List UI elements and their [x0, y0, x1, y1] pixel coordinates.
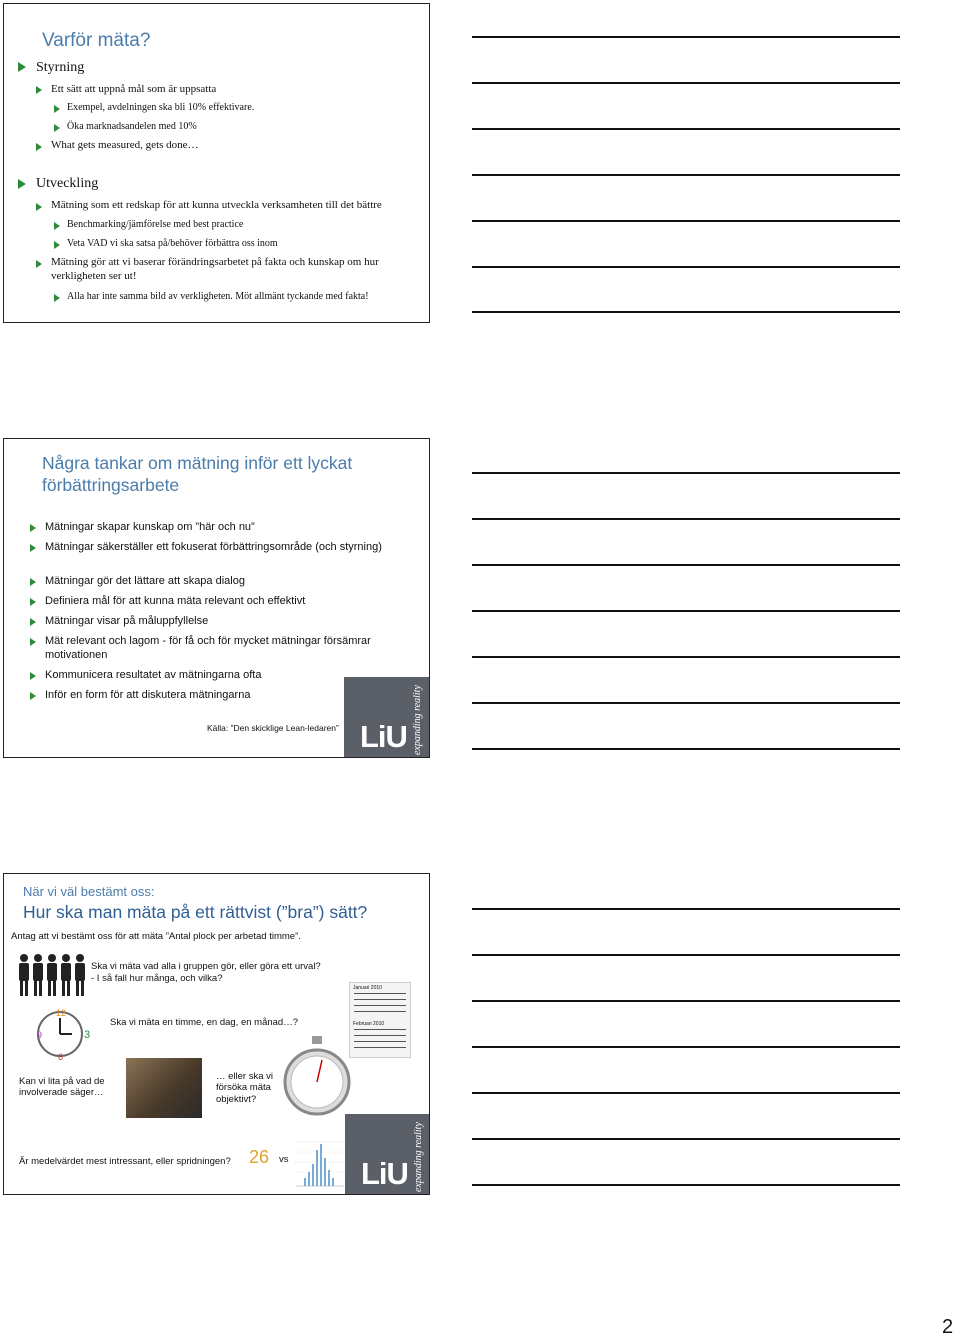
liu-logo-block [345, 1114, 430, 1195]
liu-logo: LiU [360, 719, 407, 754]
slide-2-bullet: Mätningar gör det lättare att skapa dialog [45, 575, 245, 587]
liu-tagline: expanding reality [413, 1122, 424, 1192]
calendar-month-jan: Januari 2010 [353, 985, 382, 991]
slide-2-bullet: Mätningar skapar kunskap om ”här och nu” [45, 521, 255, 533]
slide-2-title-line2: förbättringsarbete [42, 475, 180, 495]
note-line [472, 1046, 900, 1048]
bullet-l1: Styrning [36, 60, 85, 75]
bullet-arrow-icon [54, 105, 60, 113]
bullet-arrow-icon [30, 524, 36, 532]
bullet-arrow-icon [30, 544, 36, 552]
calendar-grid-jan [354, 993, 406, 1017]
slide-2-bullet: Mätningar säkerställer ett fokuserat förbättringsområde (och styrning) [45, 541, 382, 553]
note-line [472, 610, 900, 612]
bullet-arrow-icon [54, 294, 60, 302]
bullet-arrow-icon [36, 86, 42, 94]
bullet-l2: Mätning gör att vi baserar förändringsarbetet på fakta och kunskap om hur verkligheten ser ut! [51, 256, 379, 282]
bullet-arrow-icon [36, 143, 42, 151]
stopwatch-icon [282, 1036, 352, 1120]
clock-number: 6 [58, 1052, 64, 1062]
note-line [472, 1000, 900, 1002]
bullet-l1: Utveckling [36, 176, 99, 191]
note-line [472, 311, 900, 313]
note-line [472, 1092, 900, 1094]
bullet-l2: Mätning som ett redskap för att kunna utveckla verksamheten till det bättre [51, 199, 382, 211]
note-line [472, 702, 900, 704]
big-number: 26 [249, 1147, 270, 1167]
bullet-arrow-icon [54, 222, 60, 230]
calendar-icon [349, 982, 411, 1058]
calendar-grid-feb [354, 1029, 406, 1053]
question-period: Ska vi mäta en timme, en dag, en månad…? [110, 1017, 298, 1028]
bullet-arrow-icon [36, 203, 42, 211]
slide-3 [3, 873, 430, 1195]
note-line [472, 954, 900, 956]
question-objective: … eller ska vi försöka mäta objektivt? [216, 1071, 274, 1105]
note-line [472, 174, 900, 176]
bullet-arrow-icon [30, 578, 36, 586]
note-line [472, 82, 900, 84]
bullet-arrow-icon [30, 692, 36, 700]
slide-2-bullet: Definiera mål för att kunna mäta relevant och effektivt [45, 595, 306, 607]
note-line [472, 472, 900, 474]
slide-2-bullet: Inför en form för att diskutera mätningarna [45, 689, 251, 701]
clock-number: 3 [84, 1029, 91, 1041]
bullet-arrow-icon [30, 618, 36, 626]
bullet-arrow-icon [36, 260, 42, 268]
bullet-l3: Veta VAD vi ska satsa på/behöver förbättra oss inom [67, 238, 278, 249]
page-number: 2 [942, 1316, 954, 1338]
slide-2-title-line1: Några tankar om mätning inför ett lyckat [42, 453, 353, 473]
vs-label: vs [279, 1154, 289, 1165]
note-line [472, 748, 900, 750]
question-mean: Är medelvärdet mest intressant, eller spridningen? [19, 1156, 231, 1167]
question-sample-line1: Ska vi mäta vad alla i gruppen gör, eller göra ett urval? [91, 961, 321, 972]
bullet-l2: What gets measured, gets done… [51, 139, 199, 151]
question-sample-line2: - I så fall hur många, och vilka? [91, 973, 223, 984]
bullet-arrow-icon [30, 672, 36, 680]
slide-3-intro: Antag att vi bestämt oss för att mäta ”Antal plock per arbetad timme”. [11, 931, 301, 942]
histogram-icon [294, 1132, 346, 1194]
liu-tagline: expanding reality [412, 685, 423, 755]
note-line [472, 36, 900, 38]
slide-1-title: Varför mäta? [42, 30, 151, 51]
slide-2-bullet: Kommunicera resultatet av mätningarna ofta [45, 669, 262, 681]
note-line [472, 656, 900, 658]
note-line [472, 518, 900, 520]
bullet-arrow-icon [30, 638, 36, 646]
people-group-icon [16, 952, 88, 1000]
slide-2-bullet: Mät relevant och lagom - för få och för mycket mätningar försämrar motivationen [45, 635, 371, 661]
source-note: Källa: ”Den skicklige Lean-ledaren” [207, 723, 339, 733]
note-line [472, 1138, 900, 1140]
slide-1 [3, 3, 430, 323]
bullet-arrow-icon [54, 241, 60, 249]
bullet-l3: Benchmarking/jämförelse med best practice [67, 219, 244, 230]
clock-number: 9 [37, 1030, 43, 1040]
note-line [472, 220, 900, 222]
note-line [472, 128, 900, 130]
bullet-l3: Alla har inte samma bild av verkligheten. Möt allmänt tyckande med fakta! [67, 291, 369, 302]
slide-3-title: Hur ska man mäta på ett rättvist (”bra”) sätt? [23, 902, 368, 922]
note-line [472, 266, 900, 268]
bullet-l2: Ett sätt att uppnå mål som är uppsatta [51, 83, 217, 95]
person-photo [126, 1058, 202, 1118]
clock-icon [34, 1004, 94, 1062]
question-trust: Kan vi lita på vad de involverade säger… [19, 1076, 105, 1099]
bullet-arrow-icon [18, 62, 26, 72]
bullet-l3: Öka marknadsandelen med 10% [67, 121, 197, 132]
note-line [472, 1184, 900, 1186]
clock-number: 12 [56, 1008, 67, 1018]
note-line [472, 908, 900, 910]
bullet-l3: Exempel, avdelningen ska bli 10% effektivare. [67, 102, 255, 113]
liu-logo-block [344, 677, 430, 758]
note-line [472, 564, 900, 566]
bullet-arrow-icon [30, 598, 36, 606]
bullet-arrow-icon [54, 124, 60, 132]
slide-2-bullet: Mätningar visar på måluppfyllelse [45, 615, 209, 627]
calendar-month-feb: Februari 2010 [353, 1021, 385, 1027]
slide-2 [3, 438, 430, 758]
bullet-arrow-icon [18, 179, 26, 189]
liu-logo: LiU [361, 1156, 408, 1191]
slide-3-subtitle: När vi väl bestämt oss: [23, 884, 155, 899]
